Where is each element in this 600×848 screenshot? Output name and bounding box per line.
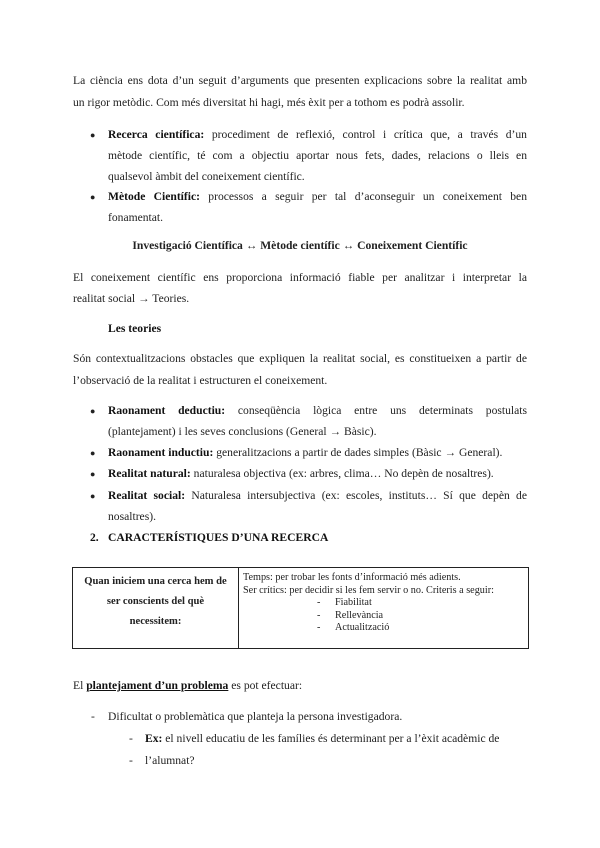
dash-marker: - bbox=[129, 732, 133, 745]
dash-marker: - bbox=[317, 597, 321, 608]
bullet-term: Raonament inductiu: bbox=[108, 446, 214, 459]
para4-prefix: El bbox=[73, 679, 87, 692]
section-title bbox=[108, 530, 328, 545]
sub-item-1 bbox=[145, 731, 499, 746]
section-title-text: CARACTERÍSTIQUES D’UNA RECERCA bbox=[108, 531, 329, 544]
para4-rest: es pot efectuar: bbox=[228, 679, 303, 692]
sub-item-bold: Ex: bbox=[145, 732, 163, 745]
bullet-term: Recerca científica: bbox=[108, 128, 205, 141]
dash-marker: - bbox=[129, 754, 133, 767]
bullet-social-line-2: nosaltres). bbox=[108, 510, 156, 523]
bullet-icon: ● bbox=[90, 448, 96, 458]
para4-term: plantejament d’un problema bbox=[86, 679, 229, 692]
table-right-line-2: Ser crítics: per decidir si les fem servir o no. Criteris a seguir: bbox=[243, 584, 494, 596]
criteria-text: Fiabilitat bbox=[335, 597, 372, 608]
bullet-recerca-line-3: qualsevol àmbit del coneixement científic. bbox=[108, 170, 305, 183]
table-left-line-1: Quan iniciem una cerca hem de bbox=[84, 576, 227, 587]
research-table bbox=[72, 567, 529, 649]
bullet-text: conseqüència lògica entre uns determinats postulats bbox=[237, 404, 527, 417]
para4-line bbox=[73, 678, 302, 693]
bullet-icon: ● bbox=[90, 192, 96, 202]
para2-line-2: realitat social → Teories. bbox=[73, 292, 190, 305]
section-number-text: 2. bbox=[90, 531, 99, 544]
para3-line-1: Són contextualitzacions obstacles que expliquen la realitat social, es constitueixen a partir de bbox=[73, 352, 527, 365]
dash-item-1: Dificultat o problemàtica que planteja la persona investigadora. bbox=[108, 710, 403, 723]
dash-marker: - bbox=[91, 710, 95, 723]
table-left-line-2: ser conscients del què bbox=[106, 596, 205, 607]
table-left-line-3: necessitem: bbox=[129, 616, 182, 627]
bullet-term: Raonament deductiu: bbox=[108, 404, 226, 417]
para2-line-1: El coneixement científic ens proporciona informació fiable per analitzar i interpretar la bbox=[73, 271, 527, 284]
bullet-term: Realitat natural: bbox=[108, 467, 191, 480]
bullet-icon: ● bbox=[90, 469, 96, 479]
dash-marker: - bbox=[317, 609, 321, 621]
criteria-text: Actualització bbox=[335, 622, 390, 633]
criteria-item bbox=[243, 597, 524, 610]
bullet-icon: ● bbox=[90, 491, 96, 501]
bullet-term: Realitat social: bbox=[108, 489, 186, 502]
table-right-line-1: Temps: per trobar les fonts d’informació més adients. bbox=[243, 572, 461, 583]
bullet-icon: ● bbox=[90, 406, 96, 416]
criteria-text: Rellevància bbox=[335, 609, 384, 621]
bullet-metode-line-2: fonamentat. bbox=[108, 211, 164, 224]
bullet-natural-line-1 bbox=[108, 466, 494, 481]
bullet-term: Mètode Científic: bbox=[108, 190, 200, 203]
intro-line-1: La ciència ens dota d’un seguit d’arguments que presenten explicacions sobre la realitat amb bbox=[73, 74, 527, 87]
centered-heading: Investigació Científica ↔ Mètode científic ↔ Coneixement Científic bbox=[132, 239, 468, 252]
bullet-deductiu-line-2: (plantejament) i les seves conclusions (General → Bàsic). bbox=[108, 425, 377, 438]
bullet-text: processos a seguir per tal d’aconseguir un coneixement ben bbox=[208, 190, 527, 203]
intro-line-2: un rigor metòdic. Com més diversitat hi hagi, més èxit per a tothom es podrà assolir. bbox=[73, 96, 465, 109]
bullet-social-line-1 bbox=[108, 488, 527, 503]
sub-item-text: el nivell educatiu de les famílies és determinant per a l’èxit acadèmic de bbox=[162, 732, 500, 745]
bullet-recerca-line-1 bbox=[108, 127, 527, 142]
table-left-cell bbox=[73, 568, 239, 649]
criteria-list bbox=[243, 597, 524, 635]
bullet-text: naturalesa objectiva (ex: arbres, clima… No depèn de nosaltres). bbox=[193, 467, 494, 480]
criteria-item bbox=[243, 622, 524, 635]
subheading-text: Les teories bbox=[108, 322, 162, 335]
bullet-inductiu-line-1 bbox=[108, 445, 502, 460]
criteria-item bbox=[243, 610, 524, 623]
dash-marker: - bbox=[317, 622, 321, 633]
bullet-metode-line-1 bbox=[108, 189, 527, 204]
table-right-cell bbox=[239, 568, 529, 649]
bullet-icon: ● bbox=[90, 130, 96, 140]
section-number bbox=[90, 530, 99, 545]
bullet-recerca-line-2: mètode científic, té com a objectiu aportar nous fets, dades, relacions o lleis en bbox=[108, 149, 527, 162]
bullet-deductiu-line-1 bbox=[108, 403, 527, 418]
bullet-text: procediment de reflexió, control i crítica que, a través d’un bbox=[211, 128, 527, 141]
sub-item-2: l’alumnat? bbox=[145, 754, 195, 767]
subheading-teories bbox=[108, 321, 161, 336]
bullet-text: generalitzacions a partir de dades simples (Bàsic → General). bbox=[216, 446, 503, 459]
para3-line-2: l’observació de la realitat i estructuren el coneixement. bbox=[73, 374, 328, 387]
bullet-text: Naturalesa intersubjectiva (ex: escoles, instituts… Sí que depèn de bbox=[191, 489, 527, 502]
